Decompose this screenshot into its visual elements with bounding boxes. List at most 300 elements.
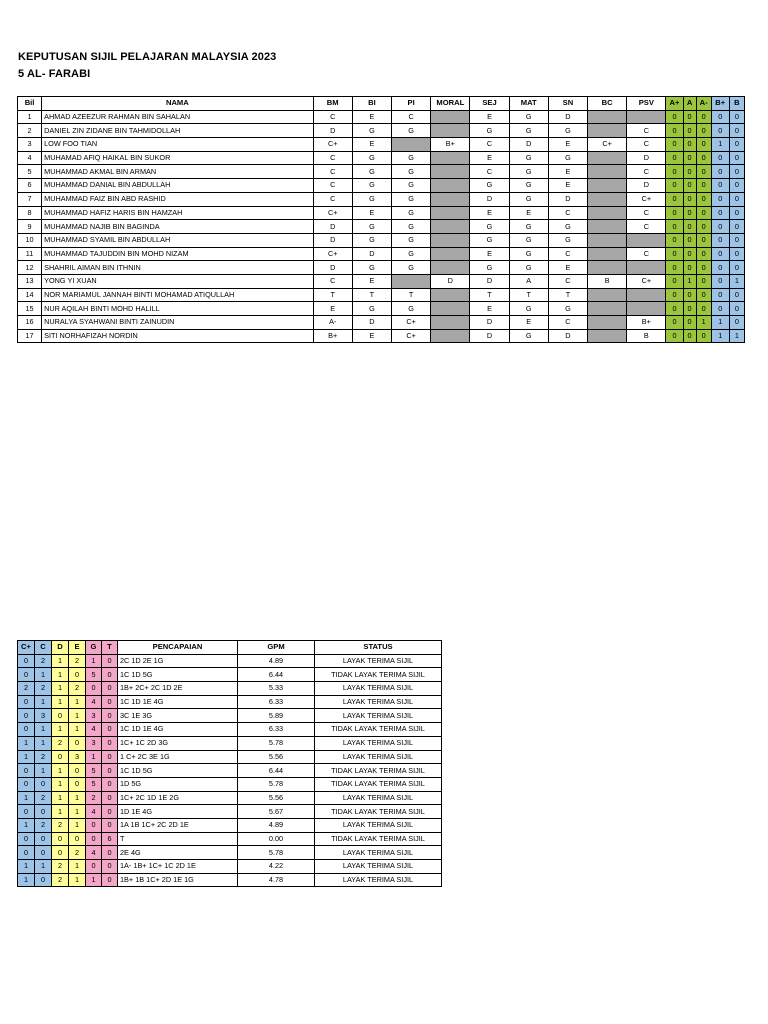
- grades-cell-psv: [627, 288, 666, 302]
- grades-cell-pi: C: [392, 110, 431, 124]
- grades-cell-bp: 0: [711, 274, 729, 288]
- grades-cell-pi: G: [392, 302, 431, 316]
- grades-cell-mat: G: [509, 233, 548, 247]
- summary-cell-pencapaian: 1A 1B 1C+ 2C 2D 1E: [118, 818, 238, 832]
- summary-cell-e: 1: [69, 860, 86, 874]
- grades-cell-a: 0: [683, 138, 696, 152]
- grades-cell-bc: [588, 247, 627, 261]
- grades-cell-a: 0: [683, 151, 696, 165]
- grades-cell-b: 0: [729, 138, 744, 152]
- summary-cell-t: 0: [102, 818, 118, 832]
- summary-header-row: [18, 641, 442, 655]
- grades-cell-psv: C: [627, 165, 666, 179]
- grades-cell-pi: G: [392, 192, 431, 206]
- grades-cell-bi: T: [352, 288, 391, 302]
- grades-cell-bil: 2: [18, 124, 42, 138]
- summary-cell-t: 0: [102, 846, 118, 860]
- grades-cell-sej: C: [470, 138, 509, 152]
- summary-cell-cp: 1: [18, 818, 35, 832]
- summary-cell-pencapaian: 1D 1E 4G: [118, 805, 238, 819]
- grades-cell-sej: G: [470, 261, 509, 275]
- grades-cell-bc: C+: [588, 138, 627, 152]
- grades-cell-b: 0: [729, 288, 744, 302]
- summary-cell-e: 1: [69, 873, 86, 887]
- grades-cell-psv: C: [627, 124, 666, 138]
- summary-row: [18, 723, 442, 737]
- summary-cell-pencapaian: 1A- 1B+ 1C+ 1C 2D 1E: [118, 860, 238, 874]
- summary-cell-cp: 0: [18, 709, 35, 723]
- grades-cell-bi: D: [352, 316, 391, 330]
- summary-cell-gpm: 5.67: [238, 805, 315, 819]
- grades-cell-psv: C: [627, 220, 666, 234]
- grades-cell-mat: G: [509, 247, 548, 261]
- grades-cell-moral: [431, 233, 470, 247]
- grades-column-header: Bil: [18, 97, 42, 111]
- grades-cell-bi: G: [352, 220, 391, 234]
- summary-cell-c: 0: [35, 832, 52, 846]
- summary-column-header: C+: [18, 641, 35, 655]
- grades-cell-bi: G: [352, 302, 391, 316]
- summary-cell-gpm: 6.33: [238, 695, 315, 709]
- summary-cell-e: 1: [69, 723, 86, 737]
- grades-cell-bp: 0: [711, 247, 729, 261]
- grades-cell-moral: [431, 179, 470, 193]
- grades-cell-nama: MUHAMMAD TAJUDDIN BIN MOHD NIZAM: [42, 247, 313, 261]
- grades-cell-pi: G: [392, 165, 431, 179]
- summary-cell-c: 2: [35, 654, 52, 668]
- grades-cell-bc: [588, 233, 627, 247]
- grades-cell-sn: T: [548, 288, 587, 302]
- grades-cell-mat: G: [509, 165, 548, 179]
- grades-cell-bc: [588, 206, 627, 220]
- grades-cell-bm: D: [313, 220, 352, 234]
- grades-cell-bil: 9: [18, 220, 42, 234]
- grades-cell-psv: B: [627, 329, 666, 343]
- grades-cell-psv: [627, 110, 666, 124]
- summary-cell-e: 2: [69, 682, 86, 696]
- grades-cell-b: 1: [729, 329, 744, 343]
- summary-cell-gpm: 0.00: [238, 832, 315, 846]
- summary-row: [18, 832, 442, 846]
- grades-cell-bm: A-: [313, 316, 352, 330]
- grades-cell-ap: 0: [666, 233, 683, 247]
- grades-header-row: [18, 97, 745, 111]
- grades-cell-b: 0: [729, 247, 744, 261]
- grades-cell-mat: G: [509, 220, 548, 234]
- grades-cell-b: 0: [729, 151, 744, 165]
- summary-cell-d: 1: [52, 777, 69, 791]
- summary-cell-g: 0: [86, 832, 102, 846]
- grades-cell-bp: 0: [711, 165, 729, 179]
- summary-cell-status: TIDAK LAYAK TERIMA SIJIL: [315, 668, 442, 682]
- summary-cell-e: 0: [69, 777, 86, 791]
- class-name: 5 AL- FARABI: [18, 68, 91, 80]
- summary-cell-g: 1: [86, 750, 102, 764]
- grades-cell-nama: MUHAMMAD DANIAL BIN ABDULLAH: [42, 179, 313, 193]
- grades-cell-nama: NOR MARIAMUL JANNAH BINTI MOHAMAD ATIQULLAH: [42, 288, 313, 302]
- grades-cell-bil: 10: [18, 233, 42, 247]
- grades-cell-b: 0: [729, 316, 744, 330]
- grades-cell-bc: [588, 329, 627, 343]
- grades-cell-mat: G: [509, 329, 548, 343]
- summary-cell-c: 1: [35, 860, 52, 874]
- grades-cell-bil: 8: [18, 206, 42, 220]
- summary-cell-c: 0: [35, 846, 52, 860]
- grades-cell-ap: 0: [666, 165, 683, 179]
- grades-cell-b: 0: [729, 261, 744, 275]
- summary-cell-pencapaian: 1C 1D 1E 4G: [118, 723, 238, 737]
- grades-cell-a: 0: [683, 316, 696, 330]
- summary-cell-cp: 1: [18, 873, 35, 887]
- grades-cell-bi: E: [352, 110, 391, 124]
- grades-column-header: B: [729, 97, 744, 111]
- grades-cell-bil: 5: [18, 165, 42, 179]
- grades-cell-am: 0: [696, 110, 711, 124]
- grades-row: [18, 138, 745, 152]
- summary-cell-c: 1: [35, 723, 52, 737]
- grades-cell-bc: [588, 165, 627, 179]
- grades-cell-moral: [431, 124, 470, 138]
- grades-cell-sej: G: [470, 179, 509, 193]
- summary-row: [18, 695, 442, 709]
- summary-cell-t: 0: [102, 750, 118, 764]
- summary-cell-gpm: 5.56: [238, 750, 315, 764]
- summary-cell-g: 1: [86, 873, 102, 887]
- summary-cell-e: 1: [69, 791, 86, 805]
- grades-cell-bm: D: [313, 233, 352, 247]
- summary-cell-c: 1: [35, 736, 52, 750]
- grades-cell-nama: DANIEL ZIN ZIDANE BIN TAHMIDOLLAH: [42, 124, 313, 138]
- summary-row: [18, 682, 442, 696]
- summary-cell-gpm: 6.33: [238, 723, 315, 737]
- summary-cell-g: 4: [86, 805, 102, 819]
- grades-cell-bi: E: [352, 206, 391, 220]
- summary-cell-status: TIDAK LAYAK TERIMA SIJIL: [315, 832, 442, 846]
- grades-cell-psv: C: [627, 247, 666, 261]
- grades-cell-moral: [431, 165, 470, 179]
- summary-cell-d: 1: [52, 805, 69, 819]
- grades-cell-b: 0: [729, 110, 744, 124]
- grades-cell-nama: SITI NORHAFIZAH NORDIN: [42, 329, 313, 343]
- summary-cell-cp: 0: [18, 695, 35, 709]
- summary-cell-c: 1: [35, 668, 52, 682]
- grades-cell-pi: G: [392, 124, 431, 138]
- grades-cell-bc: [588, 179, 627, 193]
- grades-cell-bm: C: [313, 192, 352, 206]
- summary-cell-d: 0: [52, 750, 69, 764]
- summary-cell-g: 4: [86, 723, 102, 737]
- grades-cell-a: 0: [683, 288, 696, 302]
- grades-cell-ap: 0: [666, 110, 683, 124]
- summary-cell-status: LAYAK TERIMA SIJIL: [315, 818, 442, 832]
- grades-cell-psv: C: [627, 138, 666, 152]
- grades-cell-am: 1: [696, 316, 711, 330]
- grades-cell-bil: 1: [18, 110, 42, 124]
- grades-cell-bc: [588, 288, 627, 302]
- grades-cell-nama: LOW FOO TIAN: [42, 138, 313, 152]
- grades-cell-sn: C: [548, 274, 587, 288]
- summary-cell-c: 2: [35, 682, 52, 696]
- grades-cell-bi: G: [352, 261, 391, 275]
- summary-cell-t: 0: [102, 695, 118, 709]
- summary-cell-g: 4: [86, 695, 102, 709]
- summary-cell-pencapaian: 1C 1D 1E 4G: [118, 695, 238, 709]
- grades-cell-bi: G: [352, 192, 391, 206]
- grades-cell-bp: 0: [711, 288, 729, 302]
- summary-cell-cp: 2: [18, 682, 35, 696]
- grades-cell-moral: [431, 247, 470, 261]
- grades-cell-a: 0: [683, 261, 696, 275]
- summary-cell-cp: 0: [18, 668, 35, 682]
- grades-column-header: MORAL: [431, 97, 470, 111]
- grades-cell-a: 0: [683, 124, 696, 138]
- grades-cell-bm: B+: [313, 329, 352, 343]
- summary-cell-e: 1: [69, 805, 86, 819]
- grades-column-header: B+: [711, 97, 729, 111]
- grades-cell-moral: [431, 316, 470, 330]
- grades-cell-bp: 0: [711, 206, 729, 220]
- summary-cell-cp: 1: [18, 736, 35, 750]
- grades-cell-b: 0: [729, 233, 744, 247]
- summary-row: [18, 873, 442, 887]
- grades-cell-bil: 15: [18, 302, 42, 316]
- grades-cell-b: 0: [729, 220, 744, 234]
- summary-cell-t: 0: [102, 860, 118, 874]
- summary-cell-e: 2: [69, 846, 86, 860]
- summary-cell-c: 3: [35, 709, 52, 723]
- summary-cell-d: 1: [52, 654, 69, 668]
- grades-cell-sej: E: [470, 247, 509, 261]
- summary-cell-pencapaian: 1C+ 1C 2D 3G: [118, 736, 238, 750]
- summary-cell-gpm: 4.78: [238, 873, 315, 887]
- grades-cell-am: 0: [696, 124, 711, 138]
- grades-cell-psv: D: [627, 179, 666, 193]
- grades-column-header: BC: [588, 97, 627, 111]
- summary-cell-e: 0: [69, 832, 86, 846]
- summary-cell-gpm: 5.78: [238, 736, 315, 750]
- summary-cell-status: LAYAK TERIMA SIJIL: [315, 682, 442, 696]
- summary-cell-status: LAYAK TERIMA SIJIL: [315, 654, 442, 668]
- summary-cell-status: LAYAK TERIMA SIJIL: [315, 695, 442, 709]
- grades-cell-ap: 0: [666, 192, 683, 206]
- grades-cell-bc: [588, 124, 627, 138]
- summary-cell-pencapaian: 2E 4G: [118, 846, 238, 860]
- summary-cell-d: 2: [52, 818, 69, 832]
- summary-cell-status: LAYAK TERIMA SIJIL: [315, 709, 442, 723]
- grades-cell-bp: 0: [711, 151, 729, 165]
- summary-cell-pencapaian: 1C 1D 5G: [118, 764, 238, 778]
- grades-cell-nama: MUHAMMAD SYAMIL BIN ABDULLAH: [42, 233, 313, 247]
- grades-cell-a: 0: [683, 110, 696, 124]
- grades-cell-mat: G: [509, 124, 548, 138]
- summary-cell-pencapaian: 1C 1D 5G: [118, 668, 238, 682]
- summary-cell-t: 0: [102, 682, 118, 696]
- summary-cell-t: 0: [102, 805, 118, 819]
- summary-cell-c: 0: [35, 873, 52, 887]
- grades-cell-sn: G: [548, 220, 587, 234]
- grades-cell-ap: 0: [666, 247, 683, 261]
- summary-row: [18, 764, 442, 778]
- grades-cell-nama: SHAHRIL AIMAN BIN ITHNIN: [42, 261, 313, 275]
- grades-cell-sej: D: [470, 329, 509, 343]
- grades-cell-bc: [588, 151, 627, 165]
- grades-cell-bm: C+: [313, 138, 352, 152]
- summary-cell-e: 0: [69, 764, 86, 778]
- grades-cell-psv: D: [627, 151, 666, 165]
- grades-cell-bi: E: [352, 138, 391, 152]
- grades-cell-am: 0: [696, 302, 711, 316]
- grades-cell-bp: 1: [711, 138, 729, 152]
- grades-cell-moral: [431, 261, 470, 275]
- summary-cell-pencapaian: 2C 1D 2E 1G: [118, 654, 238, 668]
- summary-cell-pencapaian: 1B+ 1B 1C+ 2D 1E 1G: [118, 873, 238, 887]
- summary-cell-g: 5: [86, 777, 102, 791]
- grades-cell-b: 0: [729, 192, 744, 206]
- grades-cell-pi: [392, 138, 431, 152]
- grades-cell-bp: 1: [711, 329, 729, 343]
- summary-cell-gpm: 4.22: [238, 860, 315, 874]
- summary-cell-d: 1: [52, 723, 69, 737]
- grades-cell-ap: 0: [666, 316, 683, 330]
- grades-cell-mat: E: [509, 316, 548, 330]
- grades-cell-ap: 0: [666, 124, 683, 138]
- grades-cell-psv: C: [627, 206, 666, 220]
- summary-table: [17, 640, 442, 887]
- grades-cell-moral: [431, 192, 470, 206]
- grades-cell-a: 0: [683, 233, 696, 247]
- grades-cell-nama: YONG YI XUAN: [42, 274, 313, 288]
- grades-cell-a: 0: [683, 329, 696, 343]
- summary-cell-gpm: 5.78: [238, 846, 315, 860]
- grades-cell-psv: [627, 233, 666, 247]
- grades-cell-bp: 0: [711, 110, 729, 124]
- grades-cell-nama: NURALYA SYAHWANI BINTI ZAINUDIN: [42, 316, 313, 330]
- summary-row: [18, 654, 442, 668]
- grades-cell-psv: [627, 302, 666, 316]
- grades-cell-ap: 0: [666, 261, 683, 275]
- summary-column-header: GPM: [238, 641, 315, 655]
- summary-cell-status: LAYAK TERIMA SIJIL: [315, 873, 442, 887]
- grades-cell-moral: [431, 302, 470, 316]
- grades-cell-bi: D: [352, 247, 391, 261]
- grades-cell-bm: C+: [313, 247, 352, 261]
- summary-cell-d: 1: [52, 764, 69, 778]
- summary-cell-c: 0: [35, 777, 52, 791]
- grades-cell-sej: G: [470, 233, 509, 247]
- summary-cell-gpm: 6.44: [238, 668, 315, 682]
- grades-row: [18, 124, 745, 138]
- grades-cell-sej: D: [470, 316, 509, 330]
- grades-cell-bil: 13: [18, 274, 42, 288]
- grades-cell-bm: D: [313, 261, 352, 275]
- summary-cell-gpm: 5.89: [238, 709, 315, 723]
- summary-cell-d: 0: [52, 846, 69, 860]
- summary-cell-d: 0: [52, 832, 69, 846]
- grades-cell-pi: G: [392, 220, 431, 234]
- grades-column-header: BM: [313, 97, 352, 111]
- grades-cell-sej: E: [470, 151, 509, 165]
- grades-cell-pi: G: [392, 179, 431, 193]
- grades-cell-bc: [588, 316, 627, 330]
- grades-cell-ap: 0: [666, 302, 683, 316]
- summary-cell-cp: 0: [18, 832, 35, 846]
- grades-cell-nama: MUHAMMAD FAIZ BIN ABD RASHID: [42, 192, 313, 206]
- summary-column-header: E: [69, 641, 86, 655]
- grades-cell-bp: 0: [711, 192, 729, 206]
- grades-cell-nama: AHMAD AZEEZUR RAHMAN BIN SAHALAN: [42, 110, 313, 124]
- grades-cell-psv: [627, 261, 666, 275]
- summary-cell-e: 1: [69, 709, 86, 723]
- grades-cell-bm: C+: [313, 206, 352, 220]
- grades-cell-bc: [588, 220, 627, 234]
- summary-cell-t: 0: [102, 709, 118, 723]
- summary-cell-status: TIDAK LAYAK TERIMA SIJIL: [315, 723, 442, 737]
- summary-cell-cp: 0: [18, 654, 35, 668]
- summary-cell-t: 0: [102, 723, 118, 737]
- grades-cell-mat: G: [509, 302, 548, 316]
- summary-cell-t: 0: [102, 873, 118, 887]
- summary-row: [18, 668, 442, 682]
- summary-cell-d: 2: [52, 860, 69, 874]
- grades-cell-b: 1: [729, 274, 744, 288]
- grades-cell-sn: E: [548, 165, 587, 179]
- grades-cell-moral: [431, 151, 470, 165]
- summary-cell-pencapaian: T: [118, 832, 238, 846]
- grades-cell-ap: 0: [666, 151, 683, 165]
- summary-cell-g: 4: [86, 846, 102, 860]
- grades-column-header: PI: [392, 97, 431, 111]
- grades-cell-a: 0: [683, 302, 696, 316]
- summary-cell-cp: 0: [18, 764, 35, 778]
- grades-cell-psv: B+: [627, 316, 666, 330]
- grades-row: [18, 192, 745, 206]
- summary-cell-c: 1: [35, 695, 52, 709]
- grades-cell-am: 0: [696, 233, 711, 247]
- grades-row: [18, 233, 745, 247]
- grades-cell-mat: D: [509, 138, 548, 152]
- summary-row: [18, 818, 442, 832]
- grades-cell-sn: D: [548, 110, 587, 124]
- grades-cell-bc: [588, 110, 627, 124]
- summary-cell-status: LAYAK TERIMA SIJIL: [315, 846, 442, 860]
- summary-cell-pencapaian: 1B+ 2C+ 2C 1D 2E: [118, 682, 238, 696]
- summary-cell-e: 0: [69, 736, 86, 750]
- grades-column-header: PSV: [627, 97, 666, 111]
- summary-cell-cp: 1: [18, 860, 35, 874]
- grades-cell-sn: C: [548, 316, 587, 330]
- grades-cell-ap: 0: [666, 288, 683, 302]
- summary-cell-d: 0: [52, 709, 69, 723]
- summary-cell-g: 3: [86, 709, 102, 723]
- summary-cell-cp: 0: [18, 777, 35, 791]
- summary-cell-t: 0: [102, 764, 118, 778]
- summary-cell-status: TIDAK LAYAK TERIMA SIJIL: [315, 764, 442, 778]
- summary-row: [18, 777, 442, 791]
- summary-cell-cp: 1: [18, 791, 35, 805]
- summary-cell-g: 0: [86, 860, 102, 874]
- grades-column-header: BI: [352, 97, 391, 111]
- grades-cell-pi: G: [392, 206, 431, 220]
- grades-cell-pi: G: [392, 233, 431, 247]
- grades-cell-sej: D: [470, 274, 509, 288]
- summary-row: [18, 791, 442, 805]
- grades-cell-bil: 12: [18, 261, 42, 275]
- summary-cell-pencapaian: 1 C+ 2C 3E 1G: [118, 750, 238, 764]
- grades-cell-moral: [431, 110, 470, 124]
- grades-column-header: MAT: [509, 97, 548, 111]
- grades-cell-sn: C: [548, 206, 587, 220]
- grades-cell-bc: [588, 192, 627, 206]
